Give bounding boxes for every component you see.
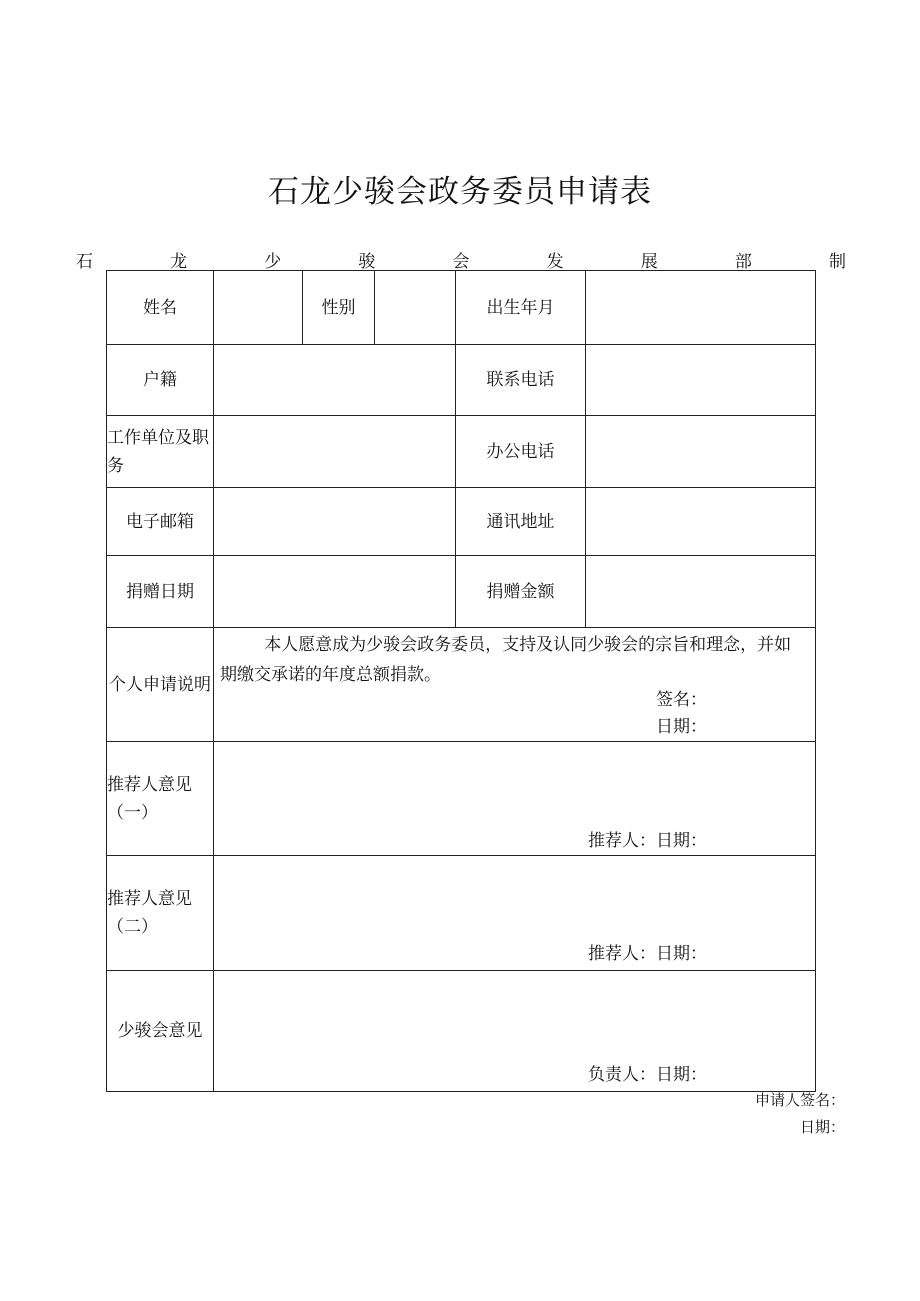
label-birth: 出生年月	[456, 271, 586, 345]
row-basic-info	[107, 271, 816, 345]
issuer-char: 发	[546, 252, 564, 272]
applicant-date: 日期：	[799, 1118, 845, 1136]
row-statement	[107, 628, 816, 742]
input-household[interactable]	[214, 345, 456, 416]
statement-text: 本人愿意成为少骏会政务委员，支持及认同少骏会的宗旨和理念，并如期缴交承诺的年度总额捐款。	[220, 635, 792, 685]
label-office-phone: 办公电话	[456, 416, 586, 488]
label-name: 姓名	[107, 271, 214, 345]
row-email	[107, 488, 816, 556]
association-cell[interactable]	[214, 971, 816, 1092]
label-address: 通讯地址	[456, 488, 586, 556]
issuer-char: 展	[640, 252, 658, 272]
input-donation-amount[interactable]	[586, 556, 816, 628]
issuer-char: 龙	[170, 252, 188, 272]
issuer-char: 制	[829, 252, 846, 272]
recommender-1-sign: 推荐人：日期：	[588, 831, 707, 851]
row-recommender-1	[107, 742, 816, 856]
input-donation-date[interactable]	[214, 556, 456, 628]
input-birth[interactable]	[586, 271, 816, 345]
label-association: 少骏会意见	[107, 971, 214, 1092]
input-gender[interactable]	[375, 271, 456, 345]
label-donation-amount: 捐赠金额	[456, 556, 586, 628]
label-donation-date: 捐赠日期	[107, 556, 214, 628]
issuer-char: 石	[76, 252, 93, 272]
issuer-char: 会	[452, 252, 470, 272]
label-email: 电子邮箱	[107, 488, 214, 556]
row-household	[107, 345, 816, 416]
input-phone[interactable]	[586, 345, 816, 416]
input-email[interactable]	[214, 488, 456, 556]
statement-sign: 签名：	[656, 690, 707, 710]
row-workplace	[107, 416, 816, 488]
recommender-1-cell[interactable]	[214, 742, 816, 856]
applicant-sign: 申请人签名：	[754, 1091, 845, 1109]
statement-cell[interactable]	[214, 628, 816, 742]
statement-date: 日期：	[656, 717, 707, 737]
label-phone: 联系电话	[456, 345, 586, 416]
label-recommender-1: 推荐人意见（一）	[107, 742, 214, 856]
label-gender: 性别	[303, 271, 375, 345]
issuer-char: 部	[734, 252, 752, 272]
form-title: 石龙少骏会政务委员申请表	[268, 174, 652, 210]
label-statement: 个人申请说明	[107, 628, 214, 742]
input-address[interactable]	[586, 488, 816, 556]
application-form-table	[106, 270, 816, 1092]
label-workplace: 工作单位及职务	[107, 416, 214, 488]
input-name[interactable]	[214, 271, 303, 345]
row-donation	[107, 556, 816, 628]
association-sign: 负责人：日期：	[588, 1065, 707, 1085]
issuer-line	[76, 247, 846, 272]
row-association	[107, 971, 816, 1092]
issuer-char: 骏	[358, 252, 376, 272]
input-workplace[interactable]	[214, 416, 456, 488]
issuer-char: 少	[264, 252, 282, 272]
recommender-2-cell[interactable]	[214, 856, 816, 971]
recommender-2-sign: 推荐人：日期：	[588, 944, 707, 964]
row-recommender-2	[107, 856, 816, 971]
label-recommender-2: 推荐人意见（二）	[107, 856, 214, 971]
label-household: 户籍	[107, 345, 214, 416]
input-office-phone[interactable]	[586, 416, 816, 488]
